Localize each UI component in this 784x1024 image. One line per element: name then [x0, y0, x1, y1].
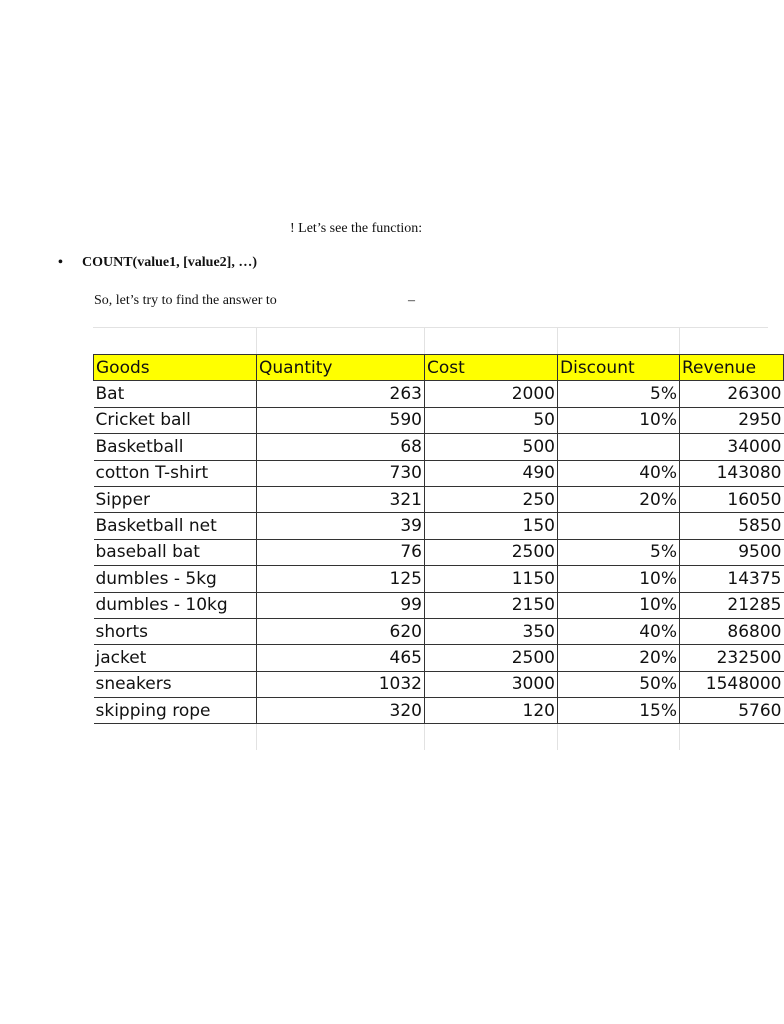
table-row	[94, 513, 784, 539]
cell-cost: 3000	[425, 671, 558, 697]
cell-quantity: 125	[257, 566, 425, 592]
cell-quantity: 39	[257, 513, 425, 539]
header-row	[94, 355, 784, 381]
cell-goods: shorts	[94, 618, 257, 644]
cell-discount: 15%	[558, 698, 680, 724]
cell-quantity: 321	[257, 486, 425, 512]
cell-cost: 500	[425, 434, 558, 460]
cell-discount	[558, 434, 680, 460]
cell-discount: 40%	[558, 460, 680, 486]
table-row	[94, 592, 784, 618]
cell-quantity: 1032	[257, 671, 425, 697]
cell-revenue: 5850	[680, 513, 784, 539]
table-row	[94, 539, 784, 565]
table-row	[94, 381, 784, 407]
cell-revenue: 14375	[680, 566, 784, 592]
cell-discount: 20%	[558, 486, 680, 512]
cell-goods: Sipper	[94, 486, 257, 512]
cell-revenue: 232500	[680, 645, 784, 671]
function-signature: COUNT(value1, [value2], …)	[82, 255, 257, 270]
cell-quantity: 620	[257, 618, 425, 644]
cell-discount: 10%	[558, 407, 680, 433]
cell-cost: 2000	[425, 381, 558, 407]
table-row	[94, 645, 784, 671]
cell-cost: 120	[425, 698, 558, 724]
column-header-goods: Goods	[94, 355, 257, 381]
cell-revenue: 143080	[680, 460, 784, 486]
table-row	[94, 434, 784, 460]
cell-revenue: 1548000	[680, 671, 784, 697]
cell-quantity: 99	[257, 592, 425, 618]
question-text: So, let’s try to find the answer to	[94, 293, 277, 308]
column-header-discount: Discount	[558, 355, 680, 381]
cell-cost: 2150	[425, 592, 558, 618]
cell-goods: Basketball net	[94, 513, 257, 539]
gridline	[93, 327, 768, 328]
table-row	[94, 460, 784, 486]
bullet-icon: •	[58, 255, 63, 270]
table-row	[94, 407, 784, 433]
cell-revenue: 16050	[680, 486, 784, 512]
cell-cost: 1150	[425, 566, 558, 592]
cell-discount: 10%	[558, 566, 680, 592]
cell-goods: Bat	[94, 381, 257, 407]
column-header-cost: Cost	[425, 355, 558, 381]
cell-goods: dumbles - 5kg	[94, 566, 257, 592]
cell-revenue: 86800	[680, 618, 784, 644]
cell-revenue: 26300	[680, 381, 784, 407]
cell-goods: dumbles - 10kg	[94, 592, 257, 618]
cell-discount: 40%	[558, 618, 680, 644]
spreadsheet-image	[93, 327, 782, 750]
cell-goods: baseball bat	[94, 539, 257, 565]
cell-discount: 50%	[558, 671, 680, 697]
cell-cost: 490	[425, 460, 558, 486]
cell-quantity: 465	[257, 645, 425, 671]
cell-cost: 2500	[425, 539, 558, 565]
table-row	[94, 618, 784, 644]
cell-quantity: 320	[257, 698, 425, 724]
cell-revenue: 9500	[680, 539, 784, 565]
intro-text: ! Let’s see the function:	[290, 221, 423, 236]
cell-goods: Cricket ball	[94, 407, 257, 433]
cell-revenue: 5760	[680, 698, 784, 724]
cell-discount: 5%	[558, 381, 680, 407]
cell-discount	[558, 513, 680, 539]
cell-quantity: 263	[257, 381, 425, 407]
cell-goods: jacket	[94, 645, 257, 671]
table-row	[94, 566, 784, 592]
dash-text: –	[408, 293, 415, 308]
cell-discount: 10%	[558, 592, 680, 618]
cell-revenue: 34000	[680, 434, 784, 460]
cell-revenue: 21285	[680, 592, 784, 618]
cell-cost: 50	[425, 407, 558, 433]
function-bullet	[58, 255, 257, 271]
cell-cost: 250	[425, 486, 558, 512]
cell-quantity: 68	[257, 434, 425, 460]
cell-quantity: 76	[257, 539, 425, 565]
column-header-quantity: Quantity	[257, 355, 425, 381]
cell-discount: 20%	[558, 645, 680, 671]
table-row	[94, 486, 784, 512]
cell-goods: Basketball	[94, 434, 257, 460]
table-row	[94, 698, 784, 724]
goods-table	[93, 354, 784, 724]
cell-quantity: 730	[257, 460, 425, 486]
cell-revenue: 2950	[680, 407, 784, 433]
cell-quantity: 590	[257, 407, 425, 433]
cell-cost: 150	[425, 513, 558, 539]
cell-cost: 350	[425, 618, 558, 644]
table-row	[94, 671, 784, 697]
cell-cost: 2500	[425, 645, 558, 671]
cell-goods: cotton T-shirt	[94, 460, 257, 486]
cell-discount: 5%	[558, 539, 680, 565]
cell-goods: skipping rope	[94, 698, 257, 724]
cell-goods: sneakers	[94, 671, 257, 697]
column-header-revenue: Revenue	[680, 355, 784, 381]
